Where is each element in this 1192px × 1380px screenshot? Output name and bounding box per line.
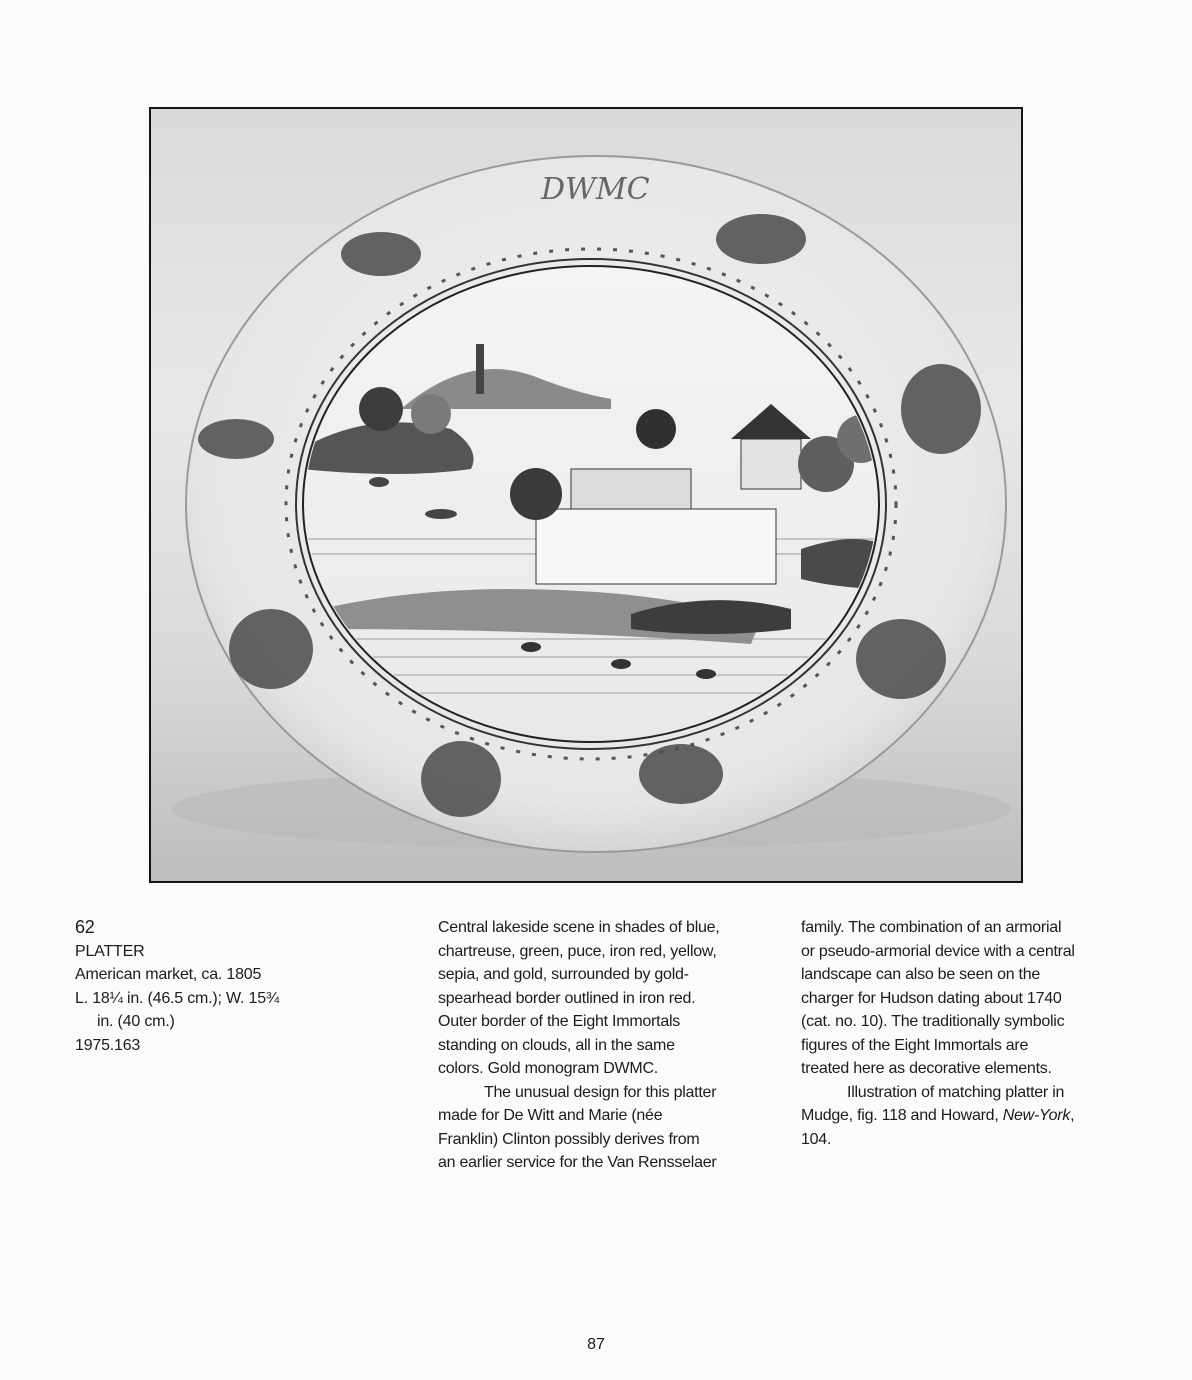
text-segment: , (1070, 1107, 1075, 1124)
text-line: made for De Witt and Marie (née (438, 1107, 663, 1124)
text-line: The unusual design for this platter (484, 1083, 717, 1101)
platter-photograph (149, 107, 1023, 883)
page-number: 87 (587, 1336, 605, 1353)
text-line: or pseudo-armorial device with a central (801, 942, 1075, 960)
monogram: DWMC (541, 172, 650, 207)
text-line: Outer border of the Eight Immortals (438, 1013, 681, 1030)
text-line (801, 1104, 1121, 1128)
text-line: Franklin) Clinton possibly derives from (438, 1130, 700, 1148)
text-line: colors. Gold monogram DWMC. (438, 1060, 658, 1077)
text-line: landscape can also be seen on the (801, 966, 1041, 983)
catalog-number: 62 (75, 917, 95, 937)
book-title: New-York (1002, 1107, 1071, 1124)
text-line: spearhead border outlined in iron red. (438, 989, 696, 1007)
accession-number: 1975.163 (75, 1036, 141, 1054)
dimensions-continued: in. (40 cm.) (97, 1013, 175, 1030)
text-segment: Mudge, fig. 118 and Howard, (801, 1107, 1003, 1124)
text-line: chartreuse, green, puce, iron red, yellow, (438, 942, 717, 960)
dimensions: L. 18¼ in. (46.5 cm.); W. 15¾ (75, 989, 280, 1007)
description-column-1 (438, 916, 758, 1175)
object-type: PLATTER (75, 942, 145, 960)
text-line: standing on clouds, all in the same (438, 1036, 675, 1054)
text-line: family. The combination of an armorial (801, 919, 1062, 936)
description-column-2 (801, 916, 1121, 1151)
catalog-entry (75, 916, 375, 1057)
text-line: figures of the Eight Immortals are (801, 1036, 1029, 1054)
text-line: Central lakeside scene in shades of blue, (438, 919, 720, 936)
text-line: an earlier service for the Van Rensselaer (438, 1154, 717, 1171)
text-line: treated here as decorative elements. (801, 1060, 1052, 1077)
platter-illustration (151, 109, 1021, 881)
text-line: (cat. no. 10). The traditionally symbolic (801, 1013, 1065, 1030)
text-line: sepia, and gold, surrounded by gold- (438, 966, 689, 983)
text-line: charger for Hudson dating about 1740 (801, 989, 1062, 1007)
market-date: American market, ca. 1805 (75, 966, 262, 983)
text-line: 104. (801, 1130, 832, 1148)
text-line: Illustration of matching platter in (847, 1083, 1065, 1101)
